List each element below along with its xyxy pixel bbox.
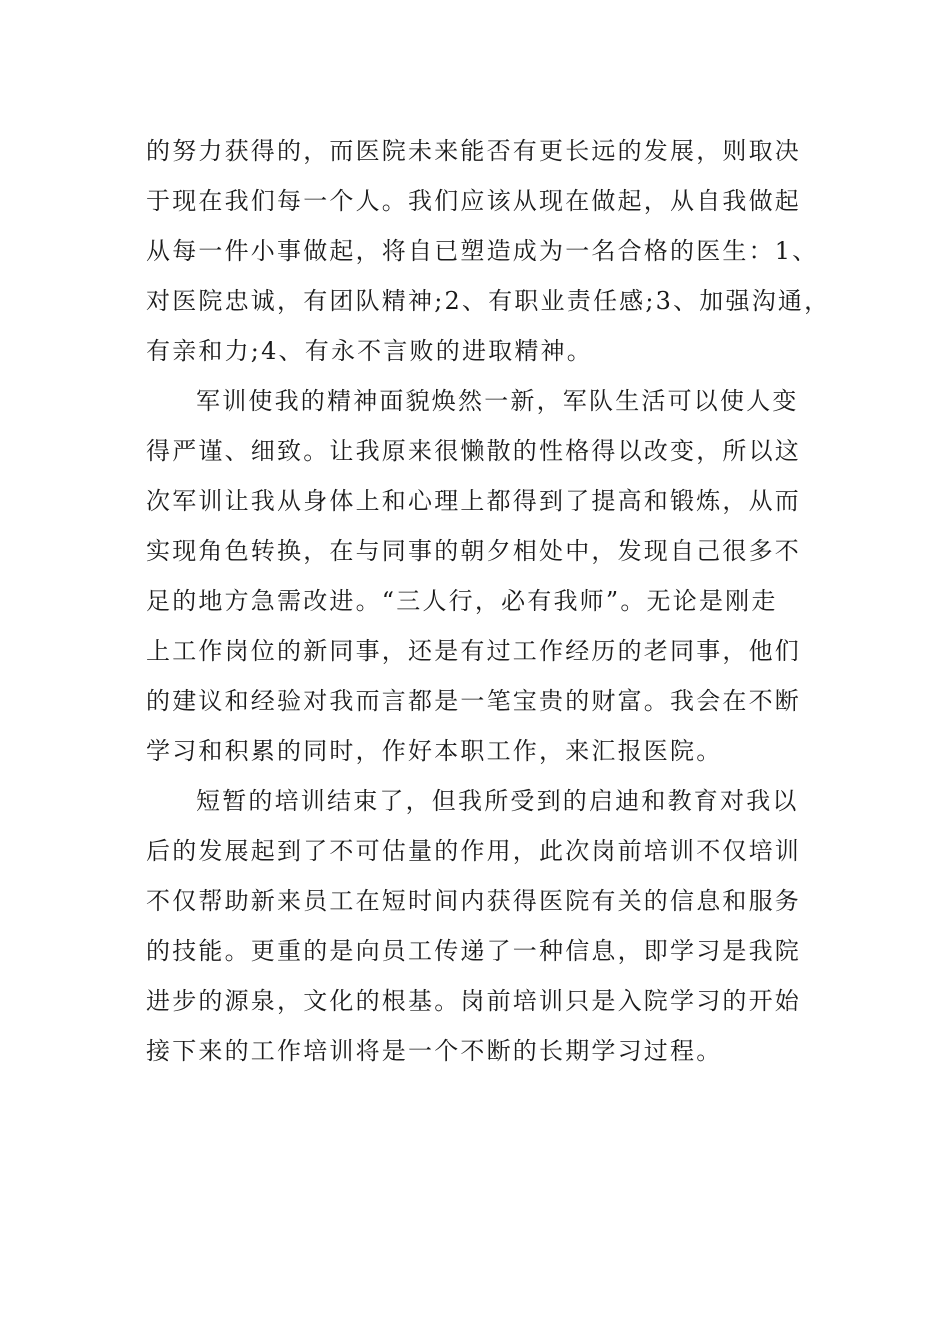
paragraph-2-line-3: 次军训让我从身体上和心理上都得到了提高和锻炼，从而 (146, 487, 801, 515)
paragraph-1-line-3: 从每一件小事做起，将自已塑造成为一名合格的医生：1、 (146, 237, 819, 265)
paragraph-1-line-1: 的努力获得的，而医院未来能否有更长远的发展，则取决 (146, 137, 801, 165)
paragraph-1-line-5: 有亲和力;4、有永不言败的进取精神。 (146, 337, 593, 365)
paragraph-3-line-5: 进步的源泉，文化的根基。岗前培训只是入院学习的开始 (146, 987, 801, 1015)
paragraph-3-line-6: 接下来的工作培训将是一个不断的长期学习过程。 (146, 1037, 723, 1065)
paragraph-3-line-1: 短暂的培训结束了，但我所受到的启迪和教育对我以 (196, 787, 799, 815)
paragraph-2-line-5: 足的地方急需改进。“三人行，必有我师”。无论是刚走 (146, 587, 778, 615)
paragraph-2-line-8: 学习和积累的同时，作好本职工作，来汇报医院。 (146, 737, 723, 765)
paragraph-1-line-4: 对医院忠诚，有团队精神;2、有职业责任感;3、加强沟通， (146, 287, 831, 315)
body-text (146, 126, 836, 1076)
paragraph-2-line-2: 得严谨、细致。让我原来很懒散的性格得以改变，所以这 (146, 437, 801, 465)
paragraph-3-line-3: 不仅帮助新来员工在短时间内获得医院有关的信息和服务 (146, 887, 801, 915)
paragraph-2-line-6: 上工作岗位的新同事，还是有过工作经历的老同事，他们 (146, 637, 801, 665)
paragraph-2-line-4: 实现角色转换，在与同事的朝夕相处中，发现自己很多不 (146, 537, 801, 565)
paragraph-2-line-1: 军训使我的精神面貌焕然一新，军队生活可以使人变 (196, 387, 799, 415)
paragraph-3-line-4: 的技能。更重的是向员工传递了一种信息，即学习是我院 (146, 937, 801, 965)
paragraph-3-line-2: 后的发展起到了不可估量的作用，此次岗前培训不仅培训 (146, 837, 801, 865)
paragraph-2-line-7: 的建议和经验对我而言都是一笔宝贵的财富。我会在不断 (146, 687, 801, 715)
paragraph-1-line-2: 于现在我们每一个人。我们应该从现在做起，从自我做起 (146, 187, 801, 215)
